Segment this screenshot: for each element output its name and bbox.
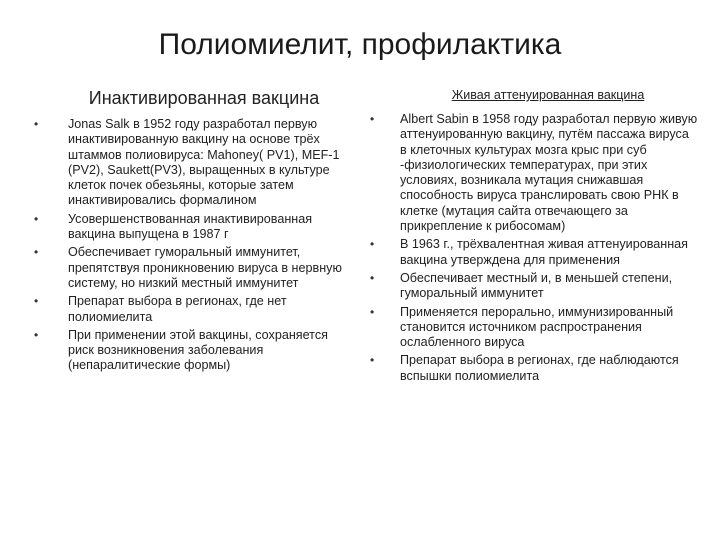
left-column bbox=[32, 84, 352, 377]
right-column bbox=[368, 84, 698, 387]
list-item: • В 1963 г., трёхвалентная живая аттенуированная вакцина утверждена для применения bbox=[368, 237, 698, 268]
list-item: • Jonas Salk в 1952 году разработал первую инактивированную вакцину на основе трёх штаммов полиовируса: Mahoney( PV1), MEF-1 (PV2), Saukett(PV3), выращенных в культуре клеток почек обезьяны, которые затем инактивировались формалином bbox=[32, 117, 352, 209]
list-item: • Применяется перорально, иммунизированный становится источником распространения ослабленного вируса bbox=[368, 305, 698, 351]
list-item: • Обеспечивает местный и, в меньшей степени, гуморальный иммунитет bbox=[368, 271, 698, 302]
list-item: • Препарат выбора в регионах, где нет полиомиелита bbox=[32, 294, 352, 325]
list-item: • Albert Sabin в 1958 году разработал первую живую аттенуированную вакцину, путём пассажа вируса в клеточных культурах мозга крыс при суб -физиологических температурах, при этих условиях, возникала мутация снижавшая способность вируса транслировать свою РНК в клетке (мутация сайта отвечающего за прикрепление к рибосомам) bbox=[368, 112, 698, 234]
list-item: • Обеспечивает гуморальный иммунитет, препятствуя проникновению вируса в нервную систему, но низкий местный иммунитет bbox=[32, 245, 352, 291]
right-column-heading: Живая аттенуированная вакцина bbox=[451, 88, 645, 102]
left-bullet-list bbox=[32, 117, 352, 374]
list-item: • Препарат выбора в регионах, где наблюдаются вспышки полиомиелита bbox=[368, 353, 698, 384]
list-item: • При применении этой вакцины, сохраняется риск возникновения заболевания (непаралитические формы) bbox=[32, 328, 352, 374]
list-item: • Усовершенствованная инактивированная вакцина выпущена в 1987 г bbox=[32, 212, 352, 243]
slide-title: Полиомиелит, профилактика bbox=[158, 28, 562, 61]
left-column-heading: Инактивированная вакцина bbox=[88, 88, 320, 108]
right-bullet-list bbox=[368, 112, 698, 384]
